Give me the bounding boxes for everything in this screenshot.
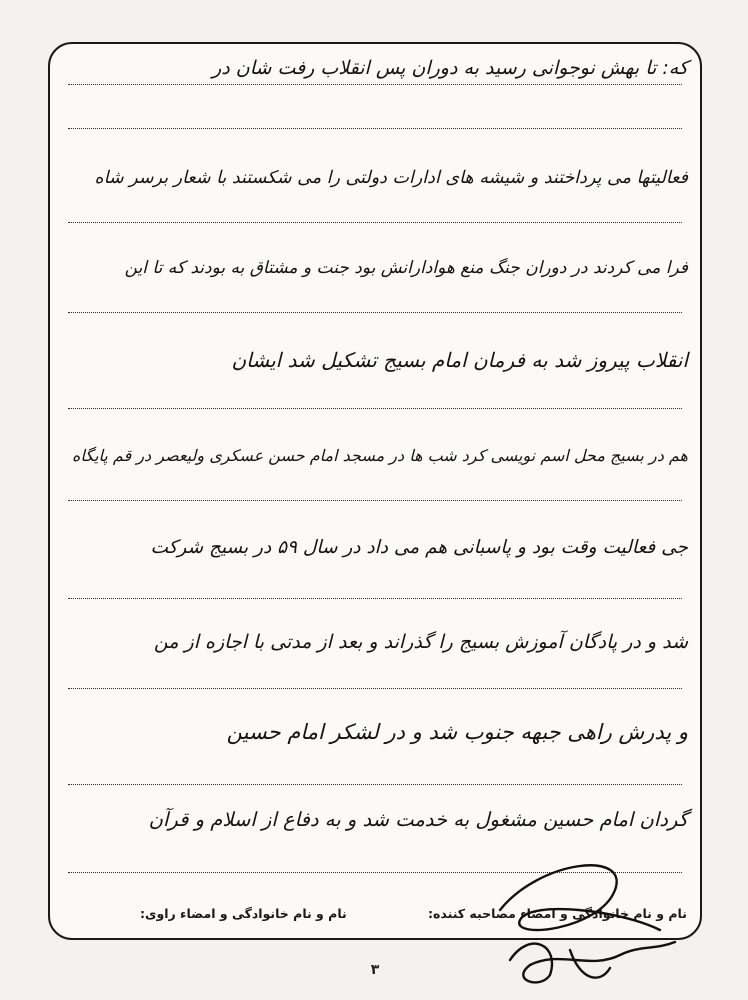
ruled-line [68, 312, 682, 313]
ruled-line [68, 598, 682, 599]
handwritten-line-6: جی فعالیت وقت بود و پاسبانی هم می داد در سال ۵۹ در بسیج شرکت [150, 537, 688, 558]
handwritten-line-4: انقلاب پیروز شد به فرمان امام بسیج تشکیل شد ایشان [231, 348, 688, 372]
ruled-line [68, 222, 682, 223]
handwritten-line-9: گردان امام حسین مشغول به خدمت شد و به دفاع از اسلام و قرآن [148, 808, 688, 831]
ruled-line [68, 500, 682, 501]
page-number: ۳ [370, 962, 380, 978]
handwritten-line-2: فعالیتها می پرداختند و شیشه های ادارات دولتی را می شکستند با شعار برسر شاه [94, 168, 688, 188]
ruled-line [68, 784, 682, 785]
ruled-line [68, 688, 682, 689]
ruled-line [68, 128, 682, 129]
handwritten-line-7: شد و در پادگان آموزش بسیج را گذراند و بعد از مدتی با اجازه از من [153, 631, 688, 653]
signature-scribble [470, 850, 690, 990]
handwritten-line-8: و پدرش راهی جبهه جنوب شد و در لشکر امام حسین [226, 720, 688, 744]
handwritten-line-1: که: تا بهش نوجوانی رسید به دوران پس انقلاب رفت شان در [212, 57, 688, 79]
handwritten-line-5: هم در بسیج محل اسم نویسی کرد شب ها در مسجد امام حسن عسکری ولیعصر در قم پایگاه [71, 446, 688, 465]
narrator-signature-label: نام و نام خانوادگی و امضاء راوی: [140, 906, 347, 921]
ruled-line [68, 84, 682, 85]
handwritten-line-3: فرا می کردند در دوران جنگ منع هوادارانش بود جنت و مشتاق به بودند که تا این [124, 258, 688, 278]
interviewer-signature-label: نام و نام خانوادگی و امضاء مصاحبه کننده: [428, 906, 687, 921]
ruled-line [68, 408, 682, 409]
